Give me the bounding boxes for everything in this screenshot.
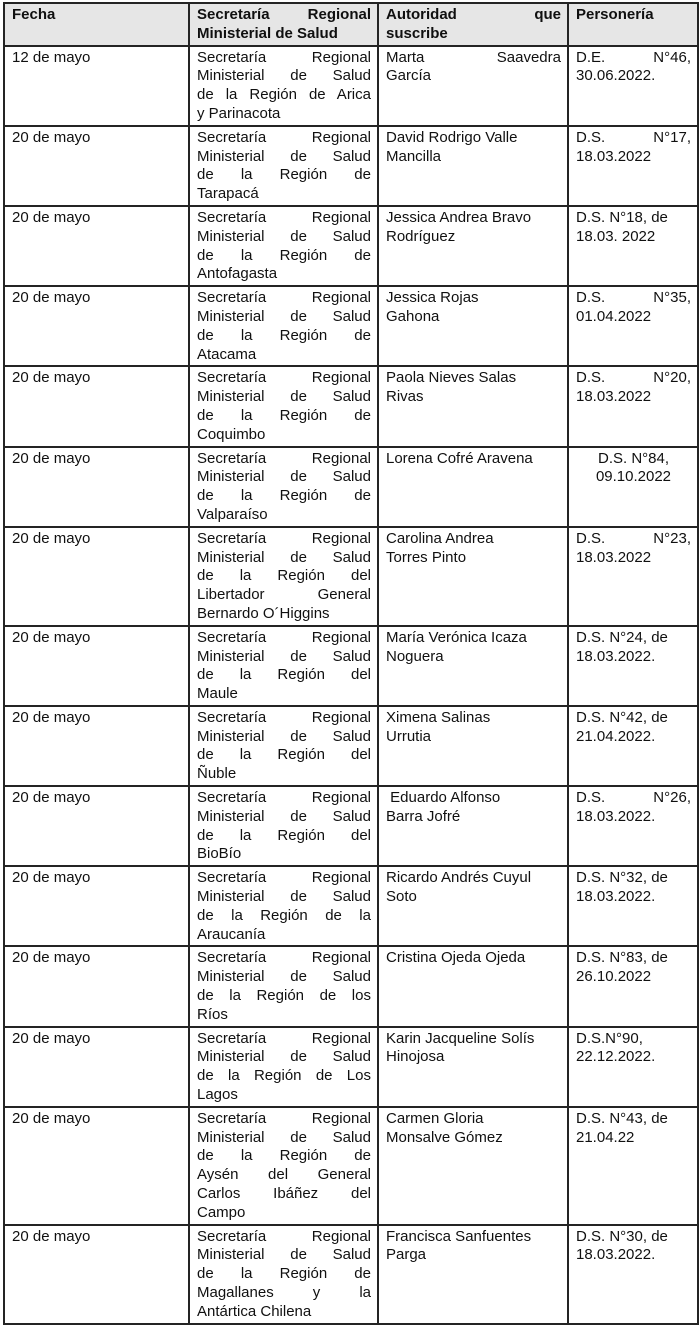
cell-seremi-line: de la Región de [197,246,371,264]
cell-personeria [568,447,698,527]
cell-autoridad [378,527,568,626]
cell-seremi-line: Secretaría Regional [197,869,371,887]
cell-fecha [4,366,189,446]
table-row [4,786,698,866]
cell-seremi-line: Ríos [197,1005,228,1023]
cell-seremi-line: de la Región de [197,487,371,505]
cell-autoridad [378,206,568,286]
header-cell-autoridad-line: Autoridad que [386,6,561,23]
cell-autoridad-line: Francisca Sanfuentes [386,1227,532,1245]
cell-autoridad-line: Karin Jacqueline Solís [386,1029,535,1047]
cell-seremi-line: de la Región de Los [197,1067,371,1085]
cell-personeria-line: 22.12.2022. [576,1048,656,1066]
header-cell-seremi-line: Ministerial de Salud [197,24,338,42]
cell-seremi-line: Secretaría Regional [197,1029,371,1047]
cell-fecha [4,1027,189,1107]
cell-autoridad-line: Jessica Rojas [386,289,479,307]
cell-fecha-line: 20 de mayo [12,949,91,967]
table-row [4,626,698,706]
table-row [4,46,698,126]
cell-personeria [568,1027,698,1107]
cell-autoridad-line: María Verónica Icaza [386,628,527,646]
cell-seremi [189,866,378,946]
cell-personeria-line: 21.04.22 [576,1128,635,1146]
cell-autoridad-line: Hinojosa [386,1048,445,1066]
cell-autoridad [378,447,568,527]
cell-seremi-line: Ministerial de Salud [197,1048,371,1066]
cell-personeria-line: 26.10.2022 [576,968,652,986]
header-cell-fecha [4,3,189,46]
cell-seremi-line: Secretaría Regional [197,369,371,387]
cell-seremi-line: de la Región del [197,567,371,585]
cell-seremi-line: y Parinacota [197,104,281,122]
cell-seremi-line: de la Región de [197,406,371,424]
cell-seremi-line: Ministerial de Salud [197,388,371,406]
table-row [4,946,698,1026]
cell-fecha-line: 20 de mayo [12,449,91,467]
cell-personeria [568,366,698,446]
table-row [4,286,698,366]
cell-seremi [189,786,378,866]
header-cell-seremi-line: Secretaría Regional [197,6,371,23]
cell-seremi-line: Tarapacá [197,185,259,203]
table-row [4,1225,698,1324]
cell-autoridad-line: Soto [386,888,417,906]
cell-personeria [568,946,698,1026]
table-row [4,126,698,206]
cell-seremi-line: Ñuble [197,765,237,783]
cell-autoridad-line: Monsalve Gómez [386,1128,503,1146]
cell-seremi-line: Bernardo O´Higgins [197,604,330,622]
cell-fecha [4,46,189,126]
header-cell-autoridad [378,3,568,46]
cell-autoridad-line: García [386,67,432,85]
cell-seremi-line: Lagos [197,1086,238,1104]
cell-seremi-line: Valparaíso [197,505,268,523]
cell-fecha [4,206,189,286]
cell-seremi-line: Secretaría Regional [197,289,371,307]
cell-autoridad-line: Mancilla [386,147,442,165]
cell-fecha-line: 20 de mayo [12,708,91,726]
cell-seremi-line: Secretaría Regional [197,789,371,807]
header-row [4,3,698,46]
cell-seremi [189,1225,378,1324]
cell-seremi-line: Araucanía [197,925,266,943]
table-row [4,447,698,527]
header-cell-personeria-line: Personería [576,6,654,23]
cell-seremi-line: Secretaría Regional [197,1227,371,1245]
cell-autoridad-line: Marta Saavedra [386,48,561,66]
cell-fecha-line: 20 de mayo [12,1029,91,1047]
cell-seremi-line: Ministerial de Salud [197,468,371,486]
cell-personeria [568,626,698,706]
cell-autoridad-line: Parga [386,1246,427,1264]
cell-seremi-line: Libertador General [197,586,371,604]
table-header [4,3,698,46]
cell-autoridad [378,1107,568,1225]
cell-seremi [189,527,378,626]
cell-seremi [189,447,378,527]
cell-autoridad-line: Urrutia [386,727,432,745]
cell-seremi [189,206,378,286]
cell-seremi-line: Ministerial de Salud [197,67,371,85]
cell-autoridad-line: Lorena Cofré Aravena [386,449,533,467]
cell-seremi [189,126,378,206]
cell-autoridad-line: Rodríguez [386,227,456,245]
cell-seremi-line: Secretaría Regional [197,128,371,146]
cell-fecha [4,626,189,706]
cell-autoridad-line: Cristina Ojeda Ojeda [386,949,526,967]
cell-personeria [568,286,698,366]
cell-personeria-line: D.S. N°24, de [576,628,668,646]
cell-seremi [189,46,378,126]
cell-personeria [568,46,698,126]
cell-personeria-line: D.S. N°17, [576,128,691,146]
cell-seremi-line: Ministerial de Salud [197,807,371,825]
cell-personeria-line: 30.06.2022. [576,67,656,85]
cell-personeria [568,126,698,206]
cell-autoridad-line: Noguera [386,647,444,665]
cell-autoridad [378,946,568,1026]
table-row [4,206,698,286]
cell-autoridad-line: Paola Nieves Salas [386,369,517,387]
cell-autoridad-line: Gahona [386,307,440,325]
cell-seremi-line: de la Región de Arica [197,86,371,104]
cell-personeria-line: D.S. N°43, de [576,1109,668,1127]
cell-autoridad-line: David Rodrigo Valle [386,128,518,146]
cell-personeria-line: 01.04.2022 [576,307,652,325]
cell-seremi [189,1027,378,1107]
table-body [4,46,698,1324]
cell-seremi-line: Ministerial de Salud [197,727,371,745]
cell-personeria-line: D.S. N°26, [576,789,691,807]
cell-autoridad-line: Eduardo Alfonso [386,789,501,807]
header-cell-personeria [568,3,698,46]
cell-seremi [189,946,378,1026]
cell-seremi-line: de la Región de [197,326,371,344]
cell-personeria-line: D.E. N°46, [576,48,691,66]
cell-seremi-line: Secretaría Regional [197,708,371,726]
cell-fecha [4,946,189,1026]
cell-seremi-line: Secretaría Regional [197,529,371,547]
cell-seremi-line: Ministerial de Salud [197,647,371,665]
cell-seremi-line: Coquimbo [197,425,266,443]
cell-personeria-line: D.S. N°83, de [576,949,668,967]
cell-personeria-line: 18.03.2022. [576,647,656,665]
cell-autoridad-line: Barra Jofré [386,807,461,825]
cell-autoridad-line: Ricardo Andrés Cuyul [386,869,532,887]
cell-personeria-line: 18.03.2022 [576,147,652,165]
cell-personeria [568,706,698,786]
cell-fecha [4,286,189,366]
cell-autoridad [378,706,568,786]
header-cell-fecha-line: Fecha [12,6,56,23]
table-row [4,706,698,786]
table-row [4,527,698,626]
header-cell-autoridad-line: suscribe [386,24,448,42]
cell-personeria-line: 18.03.2022. [576,807,656,825]
cell-personeria-line: D.S.N°90, [576,1029,643,1047]
cell-seremi-line: Ministerial de Salud [197,548,371,566]
cell-seremi-line: BioBío [197,845,242,863]
cell-seremi-line: de la Región de [197,1147,371,1165]
cell-seremi-line: Ministerial de Salud [197,307,371,325]
cell-seremi-line: Ministerial de Salud [197,1128,371,1146]
cell-fecha-line: 12 de mayo [12,48,91,66]
cell-autoridad-line: Jessica Andrea Bravo [386,208,532,226]
cell-autoridad [378,866,568,946]
cell-fecha-line: 20 de mayo [12,628,91,646]
cell-personeria-line: D.S. N°42, de [576,708,668,726]
cell-autoridad [378,286,568,366]
cell-personeria-line: 18.03.2022. [576,1246,656,1264]
header-cell-seremi [189,3,378,46]
cell-seremi-line: Ministerial de Salud [197,227,371,245]
cell-personeria-line: D.S. N°18, de [576,208,668,226]
cell-fecha-line: 20 de mayo [12,789,91,807]
cell-personeria-line: 18.03.2022 [576,548,652,566]
cell-seremi-line: Ministerial de Salud [197,888,371,906]
cell-personeria [568,786,698,866]
cell-seremi-line: Secretaría Regional [197,628,371,646]
cell-seremi [189,366,378,446]
table-row [4,366,698,446]
cell-seremi-line: Campo [197,1203,246,1221]
cell-seremi [189,626,378,706]
cell-personeria [568,527,698,626]
cell-autoridad-line: Torres Pinto [386,548,467,566]
cell-autoridad-line: Ximena Salinas [386,708,491,726]
cell-personeria-line: D.S. N°84, [597,449,670,467]
cell-personeria-line: D.S. N°20, [576,369,691,387]
cell-seremi-line: Magallanes y la [197,1284,371,1301]
cell-seremi-line: de la Región del [197,666,371,684]
cell-seremi-line: Carlos Ibáñez del [197,1185,371,1203]
cell-personeria-line: 18.03.2022. [576,888,656,906]
cell-autoridad-line: Carmen Gloria [386,1109,484,1127]
cell-seremi-line: Secretaría Regional [197,449,371,467]
cell-fecha-line: 20 de mayo [12,1227,91,1245]
cell-seremi-line: Secretaría Regional [197,208,371,226]
cell-autoridad [378,626,568,706]
cell-autoridad [378,46,568,126]
cell-seremi-line: Ministerial de Salud [197,1246,371,1264]
cell-seremi-line: Antártica Chilena [197,1302,312,1320]
cell-seremi-line: Ministerial de Salud [197,147,371,165]
cell-fecha [4,527,189,626]
table-row [4,1027,698,1107]
cell-personeria-line: D.S. N°23, [576,529,691,547]
cell-autoridad [378,1027,568,1107]
cell-seremi [189,1107,378,1225]
cell-seremi-line: de la Región del [197,826,371,844]
cell-seremi-line: Ministerial de Salud [197,968,371,986]
cell-personeria-line: D.S. N°30, de [576,1227,668,1245]
cell-autoridad-line: Carolina Andrea [386,529,494,547]
cell-seremi [189,706,378,786]
cell-personeria-line: 21.04.2022. [576,727,656,745]
cell-personeria-line: D.S. N°35, [576,289,691,307]
cell-seremi-line: Antofagasta [197,265,278,283]
cell-autoridad [378,786,568,866]
cell-personeria-line: 18.03.2022 [576,388,652,406]
cell-autoridad [378,366,568,446]
cell-autoridad [378,1225,568,1324]
cell-fecha-line: 20 de mayo [12,1109,91,1127]
cell-fecha-line: 20 de mayo [12,128,91,146]
cell-fecha [4,1107,189,1225]
cell-fecha [4,786,189,866]
cell-seremi-line: de la Región de [197,166,371,184]
cell-seremi-line: Secretaría Regional [197,48,371,66]
cell-fecha-line: 20 de mayo [12,289,91,307]
table-row [4,1107,698,1225]
cell-fecha-line: 20 de mayo [12,369,91,387]
cell-personeria-line: D.S. N°32, de [576,869,668,887]
cell-autoridad [378,126,568,206]
cell-fecha [4,1225,189,1324]
cell-fecha-line: 20 de mayo [12,529,91,547]
cell-personeria [568,866,698,946]
cell-seremi-line: Secretaría Regional [197,1109,371,1127]
cell-fecha [4,447,189,527]
cell-fecha [4,866,189,946]
cell-seremi-line: Secretaría Regional [197,949,371,967]
cell-personeria [568,1107,698,1225]
cell-seremi [189,286,378,366]
cell-personeria [568,206,698,286]
cell-fecha-line: 20 de mayo [12,869,91,887]
cell-personeria [568,1225,698,1324]
cell-fecha [4,126,189,206]
cell-fecha-line: 20 de mayo [12,208,91,226]
table-row [4,866,698,946]
cell-seremi-line: Atacama [197,345,257,363]
cell-seremi-line: de la Región de [197,1265,371,1283]
cell-seremi-line: de la Región de los [197,987,371,1005]
cell-seremi-line: de la Región de la [197,906,371,924]
cell-seremi-line: Aysén del General [197,1166,371,1184]
cell-seremi-line: de la Región del [197,746,371,764]
cell-seremi-line: Maule [197,685,238,703]
cell-personeria-line: 09.10.2022 [595,468,672,486]
cell-personeria-line: 18.03. 2022 [576,227,656,245]
seremi-table [3,2,699,1325]
cell-autoridad-line: Rivas [386,388,424,406]
cell-fecha [4,706,189,786]
